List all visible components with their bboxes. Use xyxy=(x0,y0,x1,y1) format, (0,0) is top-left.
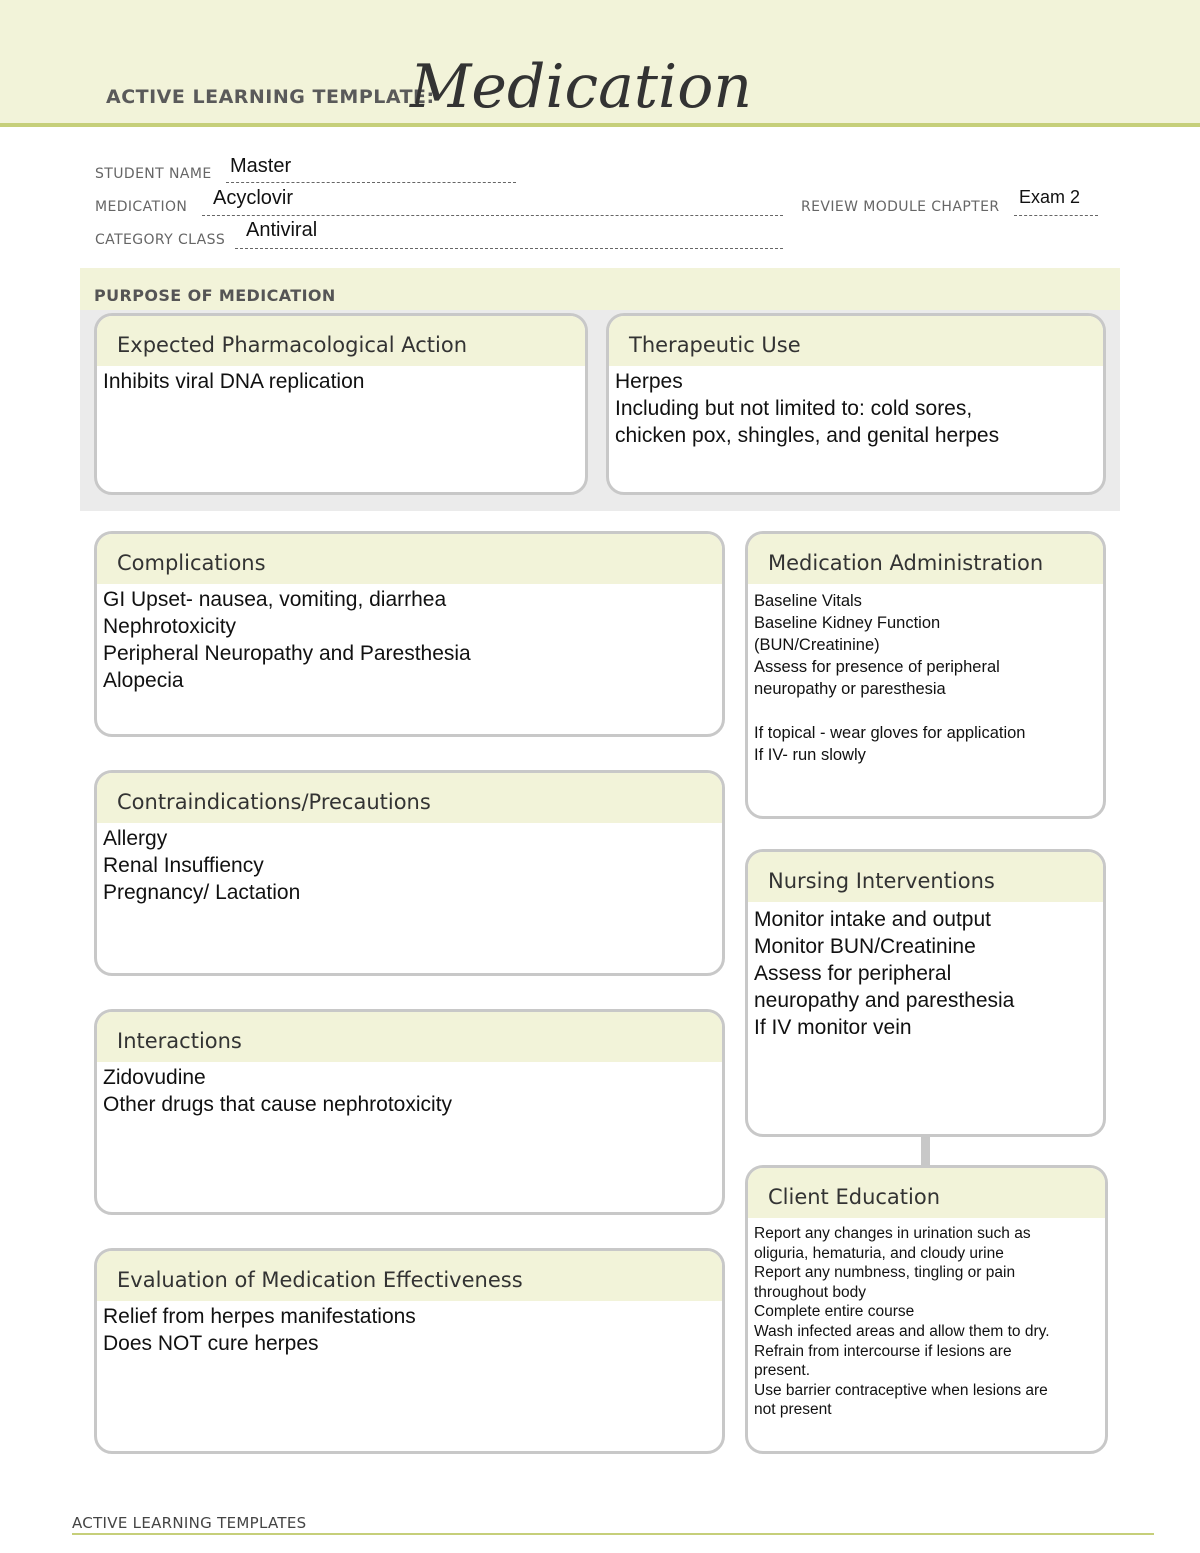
administration-box xyxy=(745,531,1106,819)
complications-line: Peripheral Neuropathy and Paresthesia xyxy=(103,642,471,665)
complications-title: Complications xyxy=(97,534,722,584)
nursing-box xyxy=(745,849,1106,1137)
administration-line: Baseline Kidney Function xyxy=(754,614,941,632)
therapeutic-use-line: chicken pox, shingles, and genital herpes xyxy=(615,424,1000,447)
student-name-line xyxy=(226,182,516,183)
category-class-line xyxy=(235,248,783,249)
nursing-line: Assess for peripheral xyxy=(754,962,952,985)
pharm-action-line: Inhibits viral DNA replication xyxy=(103,370,365,393)
category-class-label: CATEGORY CLASS xyxy=(95,232,226,248)
therapeutic-use-body[interactable] xyxy=(609,366,1103,451)
evaluation-title: Evaluation of Medication Effectiveness xyxy=(97,1251,722,1301)
therapeutic-use-line: Including but not limited to: cold sores, xyxy=(615,397,973,420)
interactions-title: Interactions xyxy=(97,1012,722,1062)
complications-box xyxy=(94,531,725,737)
client-education-box xyxy=(745,1165,1108,1454)
administration-body[interactable] xyxy=(748,584,1103,768)
client-education-line: throughout body xyxy=(754,1283,867,1301)
interactions-body[interactable] xyxy=(97,1062,722,1120)
complications-line: GI Upset- nausea, vomiting, diarrhea xyxy=(103,588,447,611)
evaluation-line: Relief from herpes manifestations xyxy=(103,1305,416,1328)
client-education-line: Use barrier contraceptive when lesions are xyxy=(754,1381,1048,1399)
box-connector xyxy=(921,1135,930,1167)
client-education-body[interactable] xyxy=(748,1218,1105,1422)
contraindications-line: Allergy xyxy=(103,827,168,850)
administration-line: (BUN/Creatinine) xyxy=(754,636,880,654)
nursing-line: Monitor intake and output xyxy=(754,908,991,931)
page-title: Medication xyxy=(410,52,752,122)
interactions-line: Other drugs that cause nephrotoxicity xyxy=(103,1093,453,1116)
complications-line: Alopecia xyxy=(103,669,184,692)
category-class-value[interactable]: Antiviral xyxy=(246,219,318,241)
interactions-box xyxy=(94,1009,725,1215)
nursing-title: Nursing Interventions xyxy=(748,852,1103,902)
review-module-label: REVIEW MODULE CHAPTER xyxy=(801,199,1000,215)
contraindications-title: Contraindications/Precautions xyxy=(97,773,722,823)
purpose-label: PURPOSE OF MEDICATION xyxy=(94,286,336,305)
administration-line: If IV- run slowly xyxy=(754,746,866,764)
client-education-line: Report any changes in urination such as xyxy=(754,1225,1031,1242)
client-education-line: not present xyxy=(754,1401,832,1419)
student-name-label: STUDENT NAME xyxy=(95,166,212,182)
medication-line xyxy=(202,215,783,216)
administration-line: If topical - wear gloves for application xyxy=(754,724,1026,742)
client-education-line: oliguria, hematuria, and cloudy urine xyxy=(754,1244,1004,1262)
client-education-line: present. xyxy=(754,1362,811,1380)
pharm-action-box xyxy=(94,313,588,495)
therapeutic-use-title: Therapeutic Use xyxy=(609,316,1103,366)
contraindications-box xyxy=(94,770,725,976)
client-education-line: Report any numbness, tingling or pain xyxy=(754,1264,1016,1282)
administration-line: Assess for presence of peripheral xyxy=(754,658,1000,676)
administration-spacer xyxy=(754,700,1097,722)
medication-label: MEDICATION xyxy=(95,199,188,215)
title-prefix: ACTIVE LEARNING TEMPLATE: xyxy=(106,86,435,108)
evaluation-line: Does NOT cure herpes xyxy=(103,1332,319,1355)
pharm-action-title: Expected Pharmacological Action xyxy=(97,316,585,366)
nursing-line: neuropathy and paresthesia xyxy=(754,989,1015,1012)
administration-line: neuropathy or paresthesia xyxy=(754,680,946,698)
therapeutic-use-line: Herpes xyxy=(615,370,683,393)
interactions-line: Zidovudine xyxy=(103,1066,206,1089)
client-education-line: Refrain from intercourse if lesions are xyxy=(754,1342,1012,1360)
nursing-body[interactable] xyxy=(748,902,1103,1043)
client-education-line: Wash infected areas and allow them to dry. xyxy=(754,1322,1050,1340)
footer-divider xyxy=(72,1533,1154,1535)
pharm-action-body[interactable] xyxy=(97,366,585,397)
contraindications-line: Pregnancy/ Lactation xyxy=(103,881,301,904)
client-education-line: Complete entire course xyxy=(754,1303,915,1321)
review-module-value[interactable]: Exam 2 xyxy=(1019,187,1081,207)
complications-body[interactable] xyxy=(97,584,722,696)
student-name-value[interactable]: Master xyxy=(230,155,292,177)
contraindications-line: Renal Insuffiency xyxy=(103,854,264,877)
evaluation-body[interactable] xyxy=(97,1301,722,1359)
medication-value[interactable]: Acyclovir xyxy=(213,187,294,209)
nursing-line: Monitor BUN/Creatinine xyxy=(754,935,976,958)
evaluation-box xyxy=(94,1248,725,1454)
contraindications-body[interactable] xyxy=(97,823,722,908)
footer-text: ACTIVE LEARNING TEMPLATES xyxy=(72,1514,307,1532)
nursing-line: If IV monitor vein xyxy=(754,1016,912,1039)
administration-line: Baseline Vitals xyxy=(754,592,862,610)
review-module-line xyxy=(1014,215,1098,216)
complications-line: Nephrotoxicity xyxy=(103,615,237,638)
administration-title: Medication Administration xyxy=(748,534,1103,584)
header-divider xyxy=(0,123,1200,127)
therapeutic-use-box xyxy=(606,313,1106,495)
client-education-title: Client Education xyxy=(748,1168,1105,1218)
